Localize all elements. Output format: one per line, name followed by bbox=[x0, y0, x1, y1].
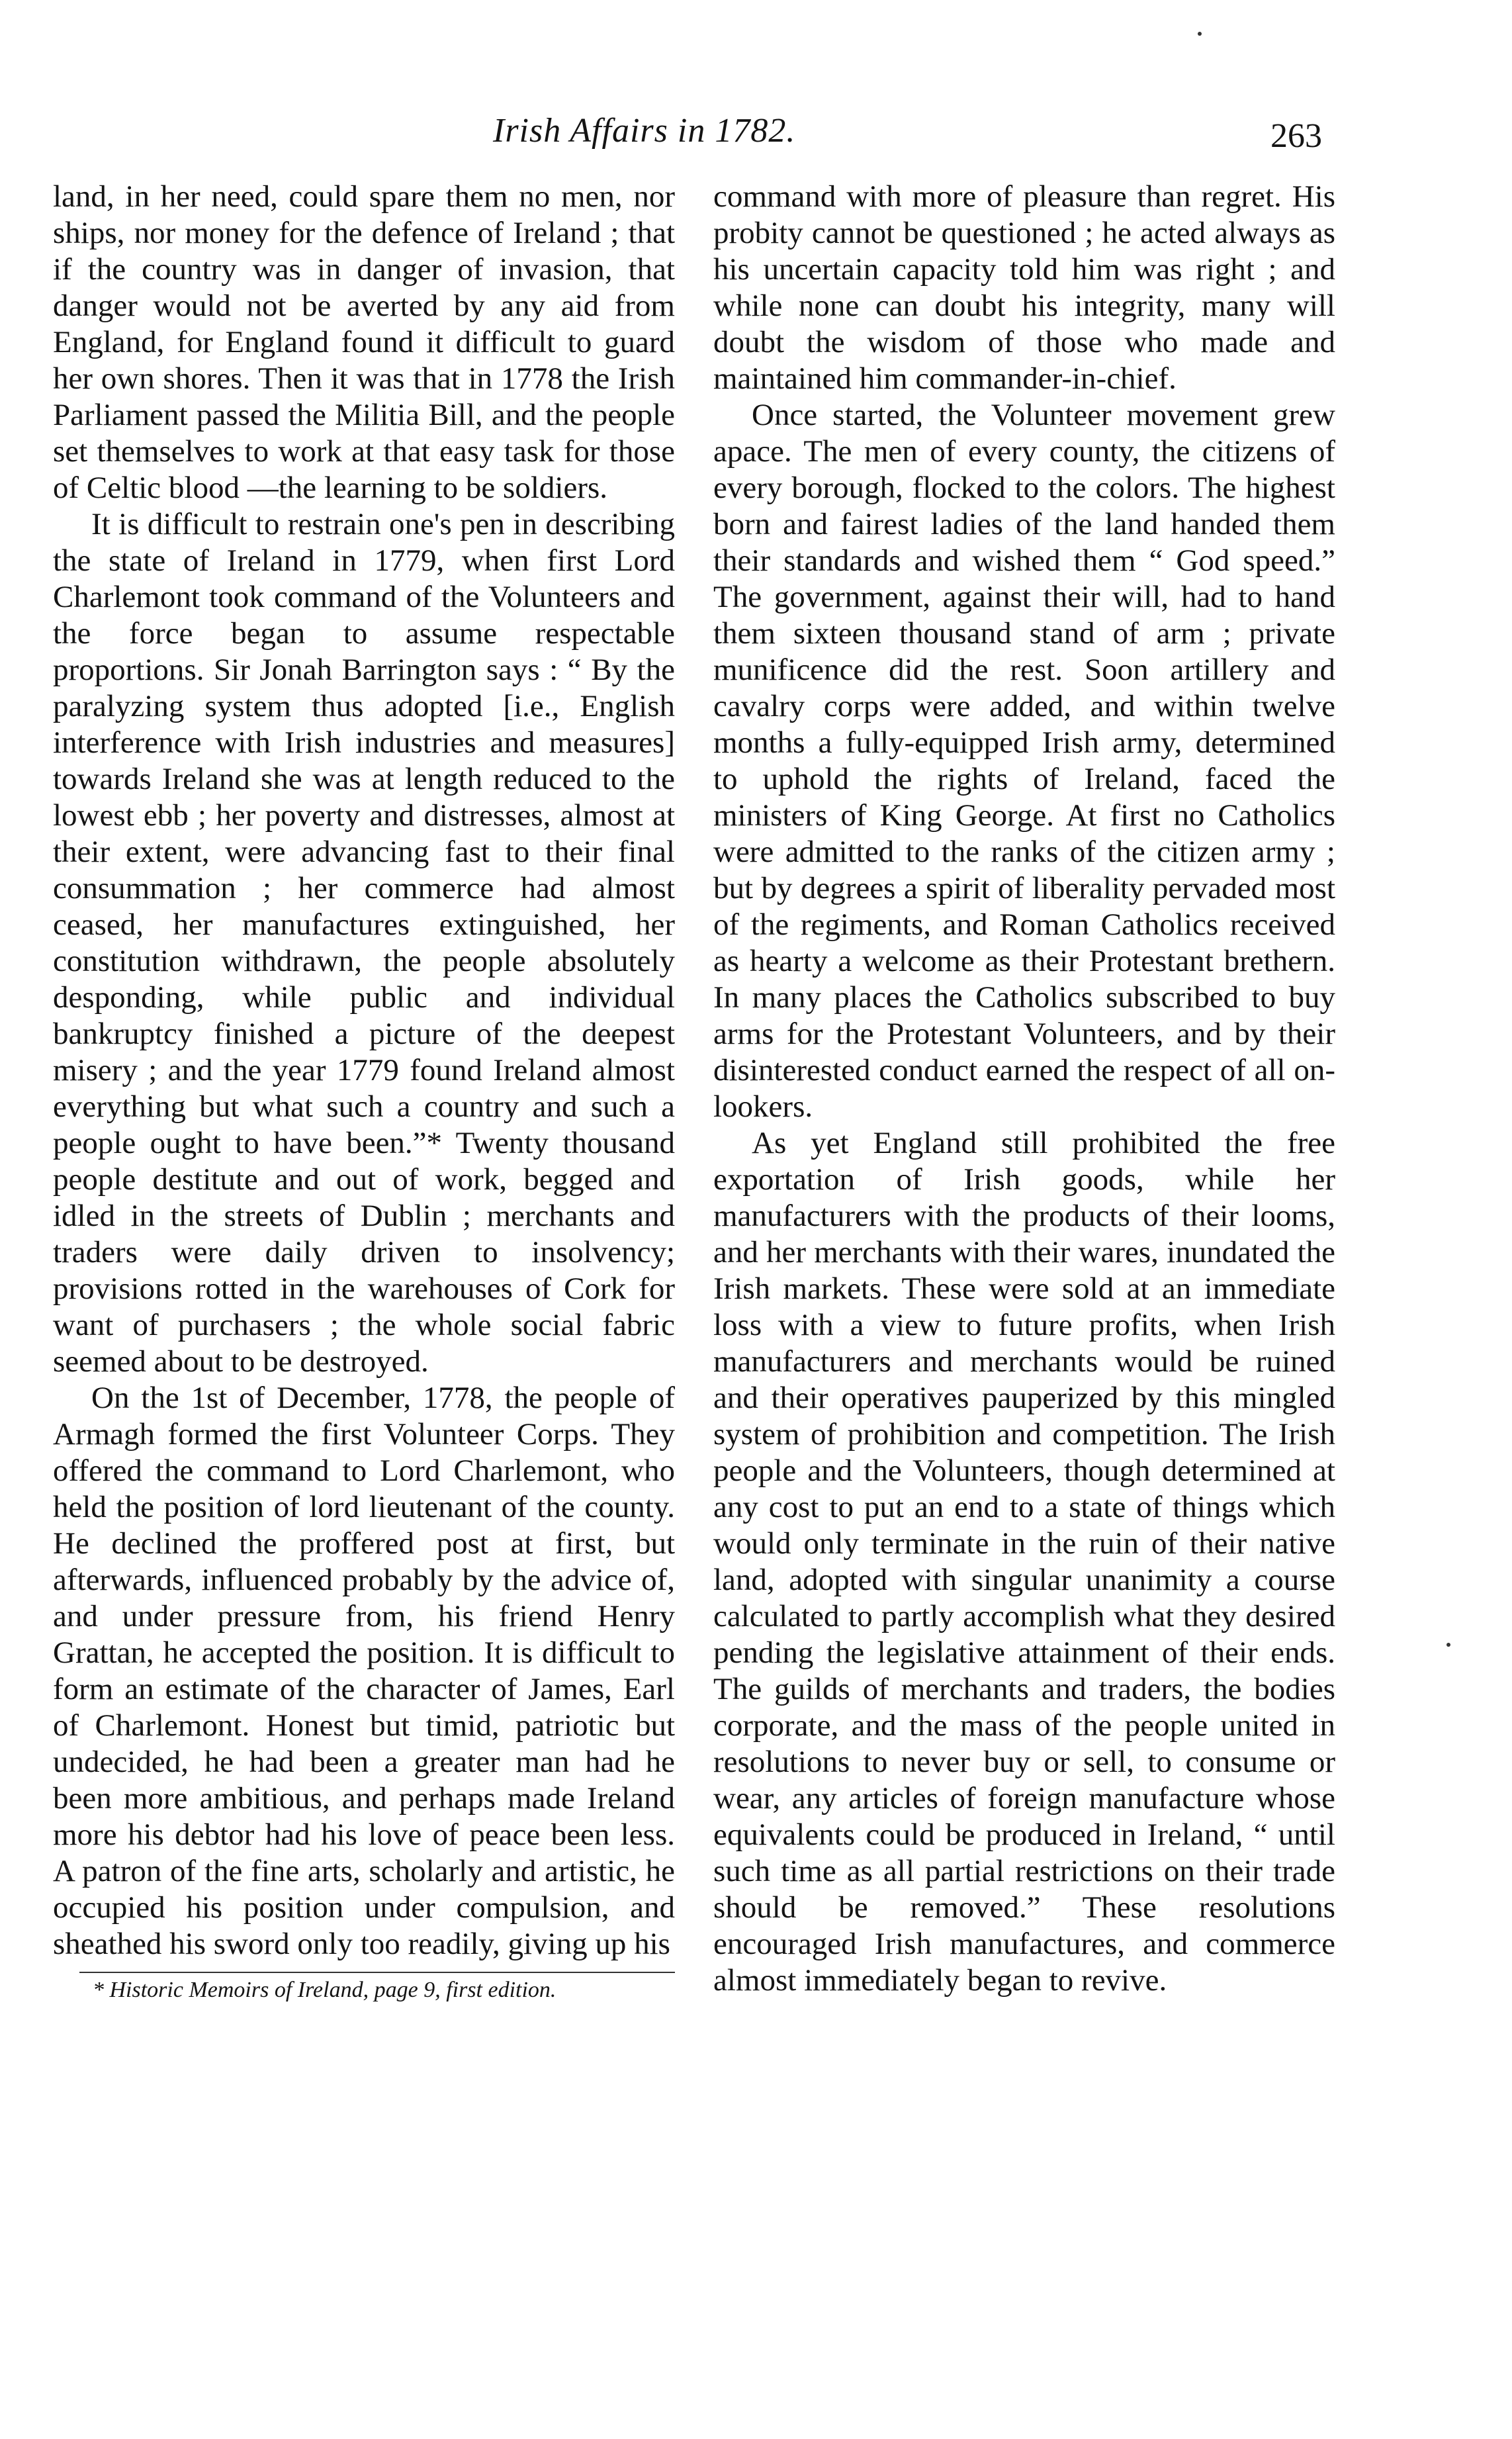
left-column bbox=[53, 179, 675, 2003]
footnote-rule bbox=[79, 1972, 675, 1973]
paragraph: It is difficult to restrain one's pen in describing the state of Ireland in 1779, when first Lord Charlemont took command of the Volunteers and the force began to assume respectable proportions. Sir Jonah Barrington says : “ By the paralyzing system thus adopted [i.e., English interference with Irish industries and measures] towards Ireland she was at length reduced to the lowest ebb ; her poverty and distresses, almost at their extent, were advancing fast to their final consummation ; her commerce had almost ceased, her manufactures extinguished, her constitution withdrawn, the people absolutely desponding, while public and individual bankruptcy finished a picture of the deepest misery ; and the year 1779 found Ireland almost everything but what such a country and such a people ought to have been.”* Twenty thousand people destitute and out of work, begged and idled in the streets of Dublin ; merchants and traders were daily driven to insolvency; provisions rotted in the warehouses of Cork for want of purchasers ; the whole social fabric seemed about to be destroyed. bbox=[53, 507, 675, 1379]
paragraph: Once started, the Volunteer movement grew apace. The men of every county, the citizens of every borough, flocked to the colors. The highest born and fairest ladies of the land handed them their standards and wished them “ God speed.” The government, against their will, had to hand them sixteen thousand stand of arm ; private munificence did the rest. Soon artillery and cavalry corps were added, and within twelve months a fully-equipped Irish army, determined to uphold the rights of Ireland, faced the ministers of King George. At first no Catholics were admitted to the ranks of the citizen army ; but by degrees a spirit of liberality pervaded most of the regiments, and Roman Catholics received as hearty a welcome as their Protestant brethern. In many places the Catholics subscribed to buy arms for the Protestant Volunteers, and by their disinterested conduct earned the respect of all on-lookers. bbox=[713, 398, 1335, 1124]
page-header bbox=[0, 111, 1512, 171]
page-number: 263 bbox=[1270, 117, 1322, 155]
footnote: * Historic Memoirs of Ireland, page 9, first edition. bbox=[93, 1978, 556, 2002]
paragraph: land, in her need, could spare them no men, nor ships, nor money for the defence of Ireland ; that if the country was in danger of invasion, that danger would not be averted by any aid from England, for England found it difficult to guard her own shores. Then it was that in 1778 the Irish Parliament passed the Militia Bill, and the people set themselves to work at that easy task for those of Celtic blood —the learning to be soldiers. bbox=[53, 179, 675, 505]
speck-mark bbox=[1198, 32, 1202, 36]
right-column bbox=[713, 179, 1335, 1999]
paragraph: On the 1st of December, 1778, the people of Armagh formed the first Volunteer Corps. They offered the command to Lord Charlemont, who held the position of lord lieutenant of the county. He declined the proffered post at first, but afterwards, influenced probably by the advice of, and under pressure from, his friend Henry Grattan, he accepted the position. It is difficult to form an estimate of the character of James, Earl of Charlemont. Honest but timid, patriotic but undecided, he had been a greater man had he been more ambitious, and perhaps made Ireland more his debtor had his love of peace been less. A patron of the fine arts, scholarly and artistic, he occupied his position under compulsion, and sheathed his sword only too readily, giving up his bbox=[53, 1381, 675, 1961]
paragraph: command with more of pleasure than regret. His probity cannot be questioned ; he acted always as his uncertain capacity told him was right ; and while none can doubt his integrity, many will doubt the wisdom of those who made and maintained him commander-in-chief. bbox=[713, 179, 1335, 396]
speck-mark bbox=[1446, 1643, 1450, 1647]
paragraph: As yet England still prohibited the free exportation of Irish goods, while her manufacturers with the products of their looms, and her merchants with their wares, inundated the Irish markets. These were sold at an immediate loss with a view to future profits, when Irish manufacturers and merchants would be ruined and their operatives pauperized by this mingled system of prohibition and competition. The Irish people and the Volunteers, though determined at any cost to put an end to a state of things which would only terminate in the ruin of their native land, adopted with singular unanimity a course calculated to partly accomplish what they desired pending the legislative attainment of their ends. The guilds of merchants and traders, the bodies corporate, and the mass of the people united in resolutions to never buy or sell, to consume or wear, any articles of foreign manufacture whose equivalents could be produced in Ireland, “ until such time as all partial restrictions on their trade should be removed.” These resolutions encouraged Irish manufactures, and commerce almost immediately began to revive. bbox=[713, 1126, 1335, 1998]
running-title: Irish Affairs in 1782. bbox=[493, 112, 796, 150]
